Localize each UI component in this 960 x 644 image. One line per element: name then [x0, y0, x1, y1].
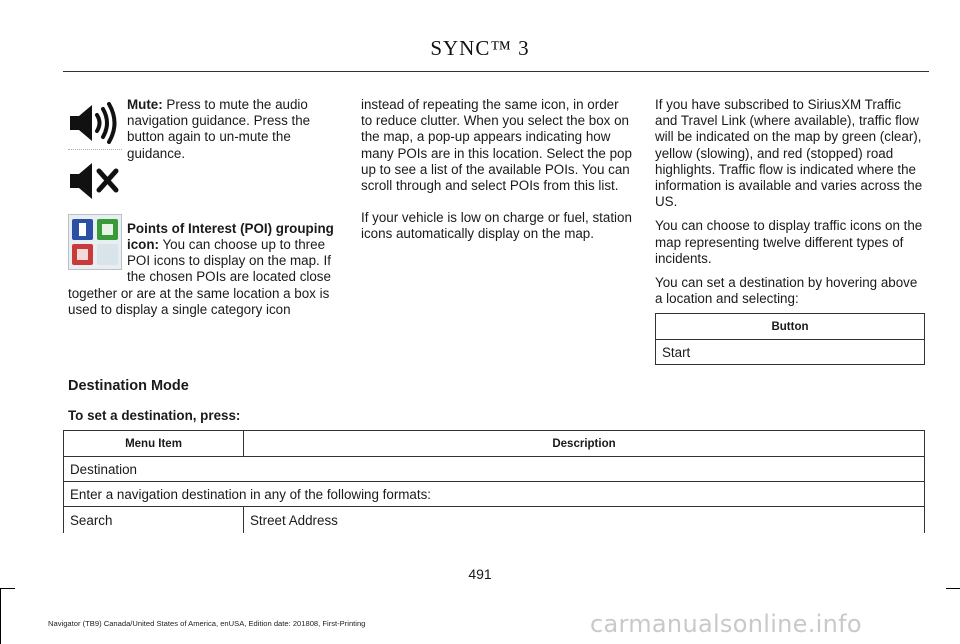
header-rule [63, 71, 929, 72]
page-header-title: SYNC™ 3 [430, 36, 530, 60]
button-table-header: Button [656, 314, 925, 340]
poi-description [127, 221, 336, 286]
low-fuel-paragraph: If your vehicle is low on charge or fuel, station icons automatically display on the map. [361, 210, 632, 242]
poi-clutter-paragraph: instead of repeating the same icon, in order to reduce clutter. When you select the box on the map, a pop-up appears indicating how many POIs are in this location. Select the pop up to see a list of the available POIs. You can scroll through and select POIs from this list. [361, 97, 632, 194]
crop-mark-left [0, 588, 15, 644]
page-number: 491 [468, 566, 492, 582]
column-right [655, 97, 927, 307]
poi-text-wrap: together or are at the same location a box is used to display a single category icon [68, 285, 330, 317]
menu-item-header: Menu Item [64, 431, 244, 457]
table-row-search-menu: Search [64, 507, 244, 534]
destination-instruction: To set a destination, press: [68, 408, 241, 423]
crop-mark-right [946, 588, 960, 644]
column-left [68, 97, 336, 318]
watermark: carmanualsonline.info [590, 610, 862, 638]
set-destination-paragraph: You can set a destination by hovering above a location and selecting: [655, 275, 918, 307]
footer-edition-info: Navigator (TB9) Canada/United States of America, enUSA, Edition date: 201808, First-Printing [48, 619, 366, 628]
traffic-flow-paragraph: If you have subscribed to SiriusXM Traffic and Travel Link (where available), traffic flow will be indicated on the map by green (clear), yellow (slowing), and red (stopped) road highlights. Traffic flow is indicated where the information is available and varies across the US. [655, 97, 923, 210]
poi-text-indented: You can choose up to three POI icons to display on the map. If the chosen POIs are located close [127, 237, 331, 285]
table-row-search-description: Street Address [244, 507, 925, 534]
destination-mode-heading: Destination Mode [68, 378, 189, 394]
mute-text: Press to mute the audio navigation guidance. Press the button again to un-mute the guidance. [127, 97, 311, 161]
button-table [655, 313, 925, 365]
description-header: Description [244, 431, 925, 457]
table-row-destination: Destination [64, 457, 925, 482]
column-middle [361, 97, 633, 243]
traffic-icons-paragraph: You can choose to display traffic icons on the map representing twelve different types of incidents. [655, 218, 923, 266]
button-table-row-start: Start [656, 340, 925, 365]
table-row-formats: Enter a navigation destination in any of the following formats: [64, 482, 925, 507]
mute-description [127, 97, 336, 162]
mute-label: Mute: [127, 97, 163, 112]
poi-label: Points of Interest (POI) grouping icon: [127, 220, 334, 253]
destination-menu-table [63, 430, 925, 533]
